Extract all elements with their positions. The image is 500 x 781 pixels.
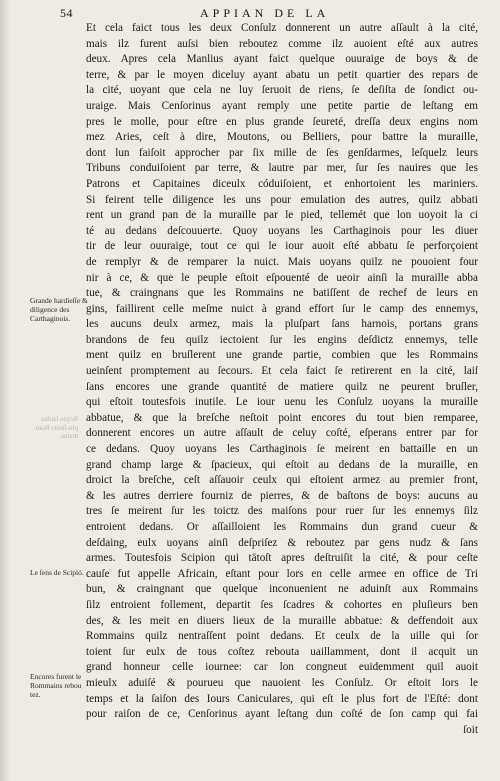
text-line: brandons de feu quilz iectoient ſur les engins deſdictz ennemys, telle — [86, 333, 478, 346]
text-line: grand honneur celle iournee: car lon congneut euidemment quil auoit — [86, 661, 478, 674]
margin-note-carthaginian-diligence: Grande hardieſſe & diligence des Carthaginois. — [30, 296, 88, 323]
text-line: les aucuns deulx armez, mais la pluſpart ſans harnois, portans grans — [86, 318, 478, 331]
text-line: Rommains quilz nentraſſent point dedans. Et ceulx de la uille qui ſor — [86, 630, 478, 643]
text-line: qui eſtoit toutesfois inutile. Le iour uenu les Conſulz uoyans la muraille — [86, 396, 478, 409]
text-line: de remplyr & de remparer la nuict. Mais uoyans quilz ne pouoient four — [86, 255, 478, 268]
text-line: des, & les meit en diuers lieux de la muraille abbatue: & deffendoit aux — [86, 614, 478, 627]
text-line: mieulx aduiſé & pourueu que nauoient les Conſulz. Or eſtoit lors le — [86, 676, 478, 689]
text-line: dont lun faiſoit approcher par ſix mille de ſes genſdarmes, leſquelz leurs — [86, 146, 478, 159]
text-line: ment quilz en bruſlerent une grande partie, combien que les Rommains — [86, 349, 478, 362]
text-line: Si feirent telle diligence les uns pour emulation des autres, quilz abbati — [86, 193, 478, 206]
text-line: ce dedans. Quoy uoyans les Carthaginois ſe meirent en battaille en un — [86, 443, 478, 456]
bleed-through-text: Scipio ſaulua plu-ſieurs Rom-mains. — [33, 415, 78, 440]
text-line: la cité, uoyant que cela ne luy ſeruoit de riens, ſe deſiſta de ſondict ou- — [86, 84, 478, 97]
text-line: donnerent encores un autre aſſault de celuy coſté, eſperans entrer par for — [86, 427, 478, 440]
text-line: té au dedans deſcouuerte. Quoy uoyans les Carthaginois pour les diuer — [86, 224, 478, 237]
text-line: bun, & craingnant que quelque inconuenient ne aduinſt aux Rommains — [86, 583, 478, 596]
text-line: Et cela faict tous les deux Conſulz donnerent un autre aſſault à la cité, — [86, 22, 478, 34]
text-line: Patrons et Capitaines diceulx códuiſoient, et enhortoient les mariniers. — [86, 177, 478, 190]
text-line: ſoit — [463, 723, 478, 736]
text-line: uraige. Mais Cenſorinus ayant remply une petite partie de leſtang em — [86, 99, 478, 112]
margin-note-scipio: Le ſens de Scipió. — [30, 568, 84, 577]
text-line: ſans encores une grande quantité de matiere quilz ne peurent bruſler, — [86, 380, 478, 393]
text-line: droict la breſche, ceſt aſſauoir ceulx qui eſtoient armez au premier front, — [86, 474, 478, 487]
text-line: rent un grand pan de la muraille par le pied, tellemét que lon uoyoit la ci — [86, 209, 478, 222]
text-line: deſdaing, eulx uoyans ainſi deſpriſez & reboutez par gens nudz & ſans — [86, 536, 478, 549]
text-line: mais ilz furent auſsi bien reboutez comme ilz auoient eſté aux autres — [86, 37, 478, 50]
page-header — [0, 6, 500, 22]
text-line: mez Aries, ceſt à dire, Moutons, ou Belliers, pour battre la muraille, — [86, 131, 478, 144]
text-line: tue, & craingnans que les Rommains ne batiſſent de rechef de leurs en — [86, 287, 478, 300]
text-line: entroient dedans. Or aſſailloient les Rommains dun grand cueur & — [86, 521, 478, 533]
text-line: grand champ large & ſpacieux, qui eſtoit au dedans de la muraille, en — [86, 458, 478, 471]
text-line: temps et la ſaiſon des Iours Caniculares, qui eſt le plus fort de l'Eſté: dont — [86, 692, 478, 705]
text-line: tres ſe meirent ſur les toictz des maiſons pour ruer ſur les ennemys ſilz — [86, 505, 478, 518]
text-line: terre, & par le moyen diceluy ayant abatu un petit quartier des repars de — [86, 68, 478, 81]
text-line: armes. Toutesfois Scipion qui tätoſt apres deſtruiſit la cité, & pour ceſte — [86, 552, 478, 565]
text-line: Tribuns conduiſoient par terre, & lautre par mer, ſur ſes nauires que les — [86, 162, 478, 175]
text-line: ſilz entroient follement, departit ſes ſcadres & cohortes en pluſieurs ben — [86, 598, 478, 611]
body-text — [86, 21, 478, 738]
text-line: ueinſent promptement au ſecours. Et cela faict ſe retirerent en la cité, laiſ — [86, 365, 478, 378]
text-line: abbatue, & que la breſche neſtoit point encores du tout bien remparee, — [86, 411, 478, 424]
text-line: cauſe fut appelle Africain, eſtant pour lors en celle armee en office de Tri — [86, 567, 478, 580]
page-number: 54 — [60, 6, 73, 20]
text-line: deux. Apres cela Manlius ayant faict quelque ouuraige de boys & de — [86, 53, 478, 66]
text-line: & les autres derriere fourniz de pierres, & de baſtons de boys: aucuns au — [86, 489, 478, 502]
text-line: nir à ce, & que le peuple eſtoit eſpouenté de ueoir ainſi la muraille abba — [86, 271, 478, 284]
gutter-shadow — [0, 0, 10, 781]
margin-note-romans-repulsed: Encores furent le Rommains rebou tez. — [30, 672, 82, 699]
text-line: tir de leur ouuraige, tout ce qui le iour auoit eſté abbatu ſe perforçoient — [86, 240, 478, 253]
text-line: toient ſur eulx de tous coſtez rebouta uaillamment, dont il acquit un — [86, 645, 478, 658]
text-line: gins, faillirent celle meſme nuict à grand effort ſur le camp des ennemys, — [86, 302, 478, 315]
text-line: pres le molle, pour eſtre en plus grande ſeureté, dreſſa deux engins nom — [86, 115, 478, 128]
running-head: APPIAN DE LA — [200, 6, 330, 20]
text-line: pour raiſon de ce, Cenſorinus ayant leſtang dun coſté de ſon camp qui fai — [86, 708, 478, 721]
